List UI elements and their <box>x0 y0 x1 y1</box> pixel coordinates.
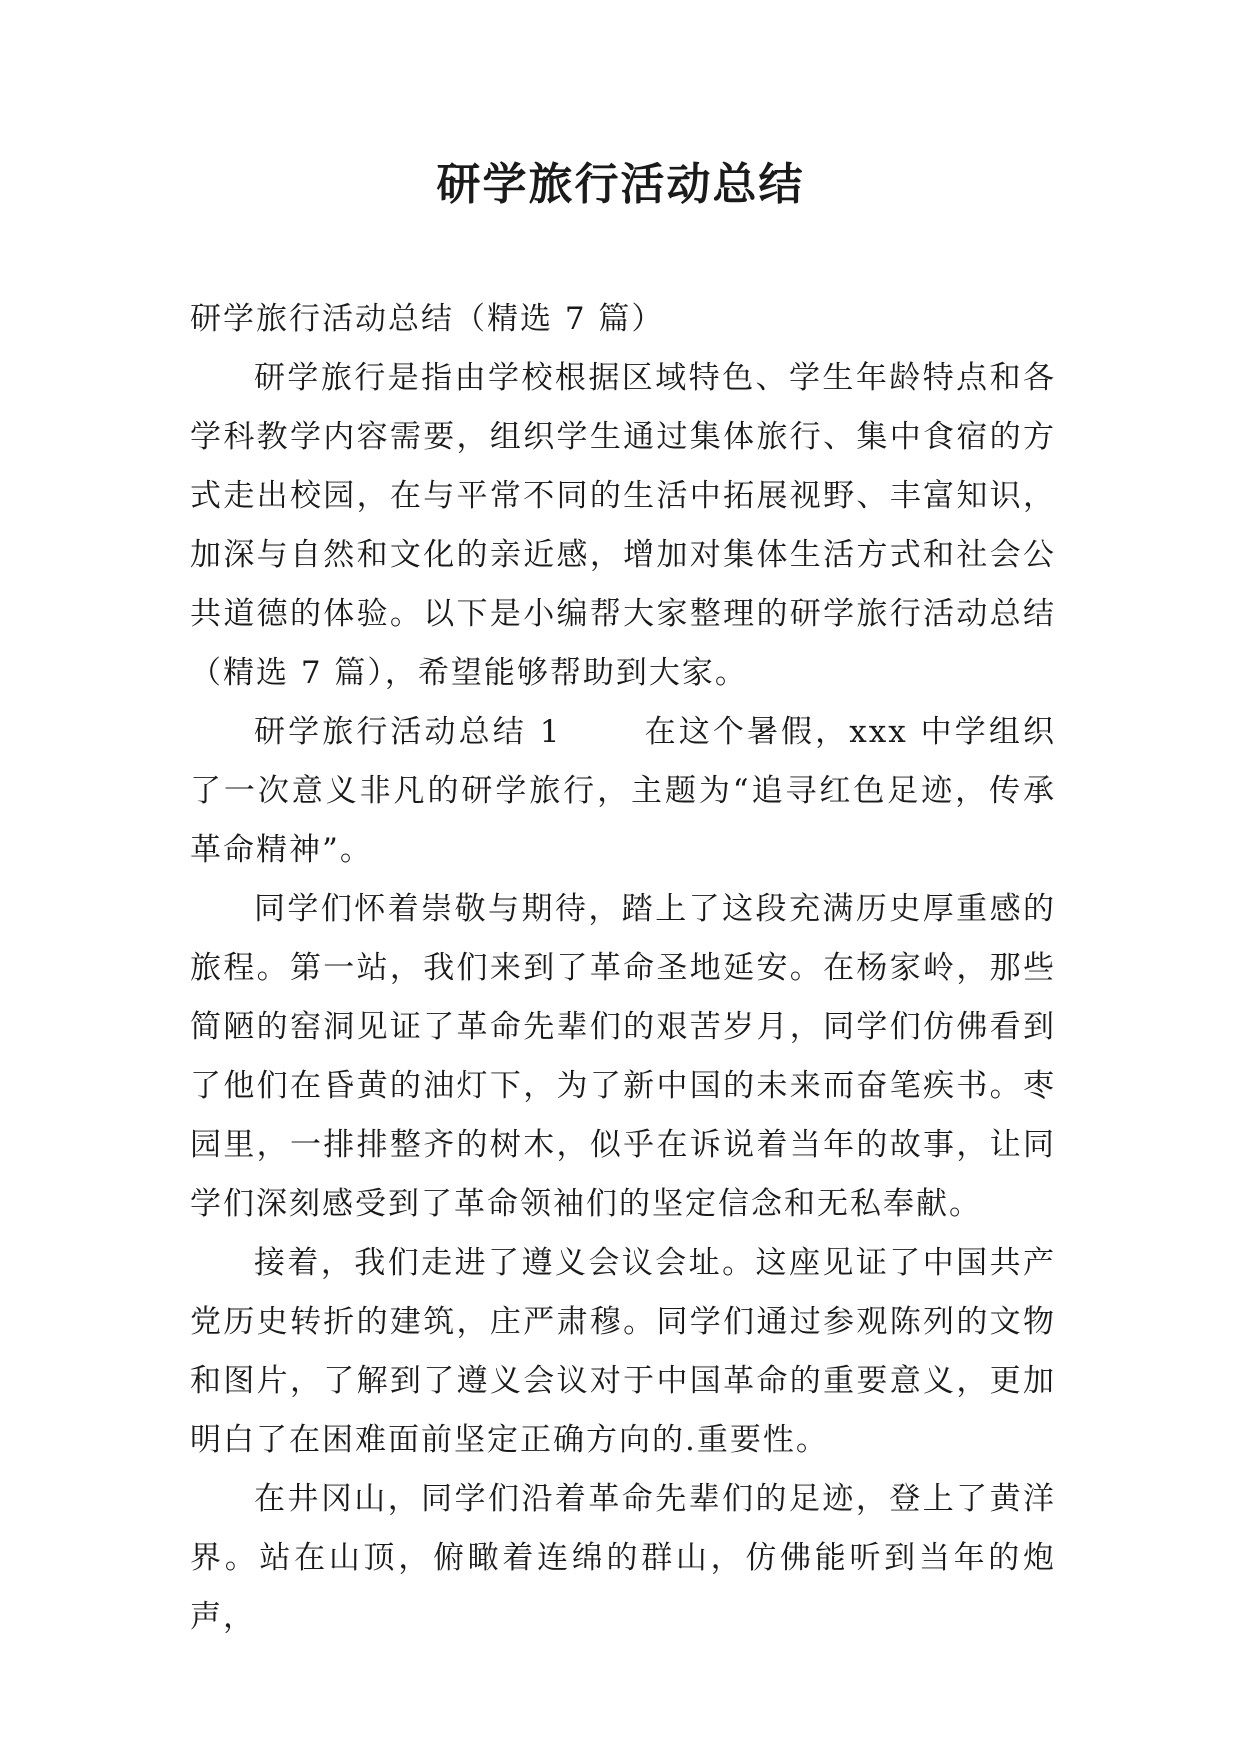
section-lead: 在这个暑假，xxx 中学组织了一次意义非凡的研学旅行，主题为“追寻红色足迹，传承革命精神”。 <box>190 714 1056 868</box>
intro-paragraph: 研学旅行是指由学校根据区域特色、学生年龄特点和各学科教学内容需要，组织学生通过集体旅行、集中食宿的方式走出校园，在与平常不同的生活中拓展视野、丰富知识，加深与自然和文化的亲近感，增加对集体生活方式和社会公共道德的体验。以下是小编帮大家整理的研学旅行活动总结（精选 7 篇），希望能够帮助到大家。 <box>190 360 1056 691</box>
body-paragraph: 接着，我们走进了遵义会议会址。这座见证了中国共产党历史转折的建筑，庄严肃穆。同学们通过参观陈列的文物和图片，了解到了遵义会议对于中国革命的重要意义，更加明白了在困难面前坚定正确方向的.重要性。 <box>190 1245 1056 1458</box>
document-title: 研学旅行活动总结 <box>436 159 805 210</box>
document-subtitle: 研学旅行活动总结（精选 7 篇） <box>190 301 665 337</box>
document-body <box>190 290 1056 1647</box>
section-heading: 研学旅行活动总结 1 <box>254 714 562 750</box>
section-1-paragraph <box>190 703 1056 880</box>
body-paragraph: 同学们怀着崇敬与期待，踏上了这段充满历史厚重感的旅程。第一站，我们来到了革命圣地延安。在杨家岭，那些简陋的窑洞见证了革命先辈们的艰苦岁月，同学们仿佛看到了他们在昏黄的油灯下，为了新中国的未来而奋笔疾书。枣园里，一排排整齐的树木，似乎在诉说着当年的故事，让同学们深刻感受到了革命领袖们的坚定信念和无私奉献。 <box>190 891 1056 1222</box>
body-paragraph: 在井冈山，同学们沿着革命先辈们的足迹，登上了黄洋界。站在山顶，俯瞰着连绵的群山，仿佛能听到当年的炮声， <box>190 1481 1056 1635</box>
